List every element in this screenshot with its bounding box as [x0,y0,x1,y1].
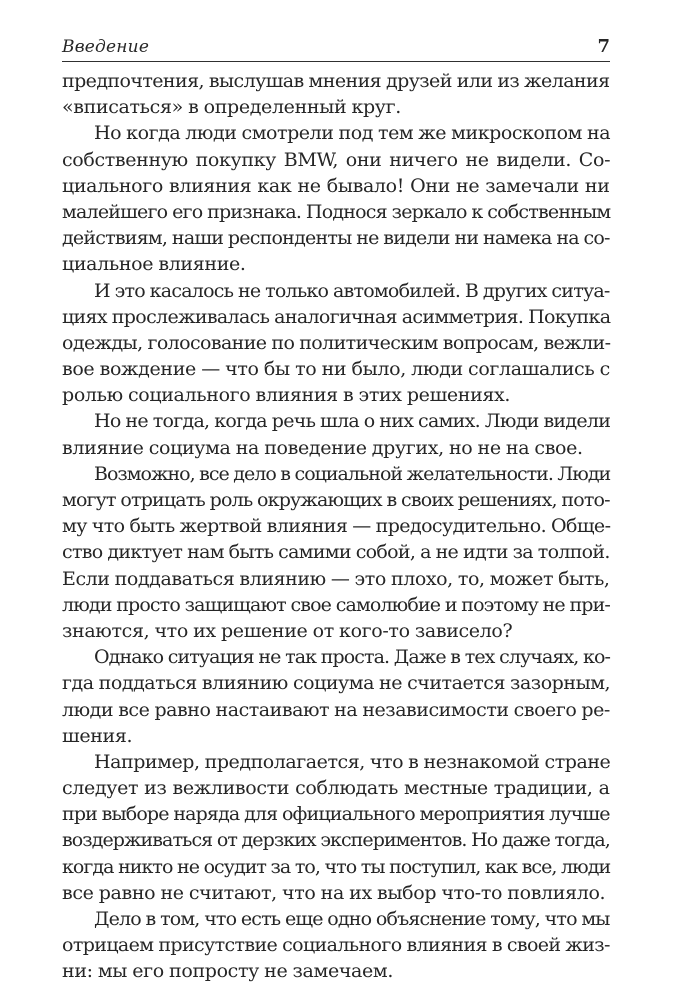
text-line: Возможно, все дело в социальной желательности. Люди [94,462,611,485]
paragraph [62,68,610,120]
text-line: гда поддаться влиянию социума не считается зазорным, [62,672,611,695]
text-line: вое вождение — что бы то ни было, люди соглашались с [62,358,610,381]
text-line: при выборе наряда для официального мероприятия лучше [62,803,610,826]
paragraph [62,461,610,644]
paragraph [62,749,610,906]
text-line: могут отрицать роль окружающих в своих решениях, пото- [62,489,610,511]
text-line: Но когда люди смотрели под тем же микроскопом на [94,122,611,145]
text-line: люди просто защищают свое самолюбие и поэтому не при- [62,593,610,616]
text-line: воздерживаться от дерзких экспериментов. Но даже тогда, [62,829,610,852]
text-line: люди все равно настаивают на независимости своего ре- [62,698,610,721]
text-line: действиям, наши респонденты не видели ни намека на со- [62,227,610,250]
paragraph [62,906,610,985]
text-line: Например, предполагается, что в незнакомой стране [94,750,611,773]
text-line: «вписаться» в определенный круг. [62,96,401,119]
header-divider [62,61,610,62]
text-line: предпочтения, выслушав мнения друзей или из желания [62,70,610,92]
paragraph [62,120,610,277]
text-line: И это касалось не только автомобилей. В других ситуа- [94,279,610,302]
text-line: циях прослеживалась аналогичная асимметрия. Покупка [62,305,611,328]
text-line: собственную покупку BMW, они ничего не видели. Со- [62,148,611,171]
text-line: Однако ситуация не так проста. Даже в тех случаях, ко- [94,646,611,669]
body-text [62,68,610,985]
text-line: Но не тогда, когда речь шла о них самих. Люди видели [94,410,611,433]
running-head [62,36,610,58]
paragraph [62,408,610,460]
section-title: Введение [62,37,150,57]
text-line: му что быть жертвой влияния — предосудительно. Обще- [62,515,611,538]
text-line: влияние социума на поведение других, но не на свое. [62,436,583,459]
paragraph [62,644,610,749]
text-line: ство диктует нам быть самими собой, а не идти за толпой. [62,541,610,564]
text-line: следует из вежливости соблюдать местные традиции, а [62,777,610,800]
text-line: знаются, что их решение от кого-то зависело? [62,619,513,642]
paragraph [62,278,610,409]
text-line: все равно не считают, что на их выбор что-то повлияло. [62,881,606,904]
text-line: Если поддаваться влиянию — это плохо, то, может быть, [62,567,610,590]
text-line: ролью социального влияния в этих решениях. [62,384,511,407]
text-line: ни: мы его попросту не замечаем. [62,960,394,983]
text-line: циальное влияние. [62,253,246,276]
text-line: отрицаем присутствие социального влияния в своей жиз- [62,934,610,957]
text-line: когда никто не осудит за то, что ты поступил, как все, люди [62,855,611,878]
page-number: 7 [597,36,610,57]
text-line: циального влияния как не бывало! Они не замечали ни [62,174,610,197]
text-line: одежды, голосование по политическим вопросам, вежли- [62,331,611,354]
text-line: Дело в том, что есть еще одно объяснение тому, что мы [94,908,610,930]
text-line: шения. [62,724,133,747]
text-line: малейшего его признака. Поднося зеркало к собственным [62,200,611,223]
